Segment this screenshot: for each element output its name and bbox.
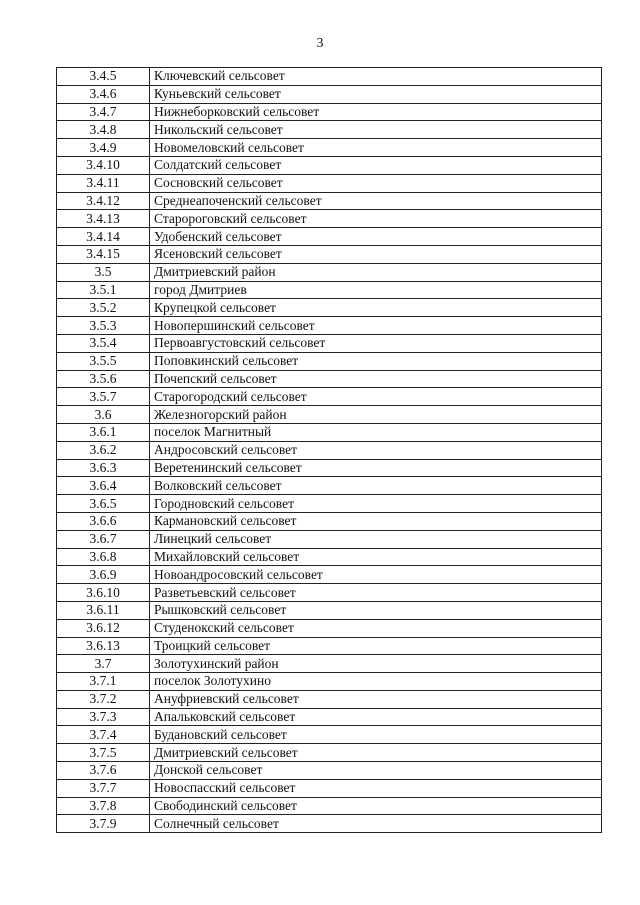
- table-row: [57, 228, 602, 246]
- row-code: 3.6.2: [57, 441, 150, 459]
- row-name: Рышковский сельсовет: [150, 601, 602, 619]
- table-row: [57, 762, 602, 780]
- table-row: [57, 601, 602, 619]
- table-row: [57, 174, 602, 192]
- row-name: Свободинский сельсовет: [150, 797, 602, 815]
- table-row: [57, 584, 602, 602]
- table-row: [57, 637, 602, 655]
- row-code: 3.6.12: [57, 619, 150, 637]
- row-name: Дмитриевский район: [150, 263, 602, 281]
- row-code: 3.6.7: [57, 530, 150, 548]
- table-row: [57, 655, 602, 673]
- table-row: [57, 85, 602, 103]
- row-code: 3.7.5: [57, 744, 150, 762]
- row-name: Андросовский сельсовет: [150, 441, 602, 459]
- row-name: Куньевский сельсовет: [150, 85, 602, 103]
- row-code: 3.4.13: [57, 210, 150, 228]
- row-code: 3.7.1: [57, 673, 150, 691]
- table-row: [57, 334, 602, 352]
- table-row: [57, 459, 602, 477]
- row-code: 3.6.4: [57, 477, 150, 495]
- table-row: [57, 406, 602, 424]
- table-row: [57, 210, 602, 228]
- row-name: Будановский сельсовет: [150, 726, 602, 744]
- row-name: город Дмитриев: [150, 281, 602, 299]
- row-name: Веретенинский сельсовет: [150, 459, 602, 477]
- table-row: [57, 299, 602, 317]
- row-name: Старогородский сельсовет: [150, 388, 602, 406]
- row-code: 3.6.11: [57, 601, 150, 619]
- row-name: Городновский сельсовет: [150, 495, 602, 513]
- row-name: Волковский сельсовет: [150, 477, 602, 495]
- row-code: 3.7.6: [57, 762, 150, 780]
- row-code: 3.4.6: [57, 85, 150, 103]
- row-code: 3.4.9: [57, 139, 150, 157]
- row-name: Апальковский сельсовет: [150, 708, 602, 726]
- row-code: 3.6.10: [57, 584, 150, 602]
- table-row: [57, 690, 602, 708]
- row-name: Новопершинский сельсовет: [150, 317, 602, 335]
- row-code: 3.5: [57, 263, 150, 281]
- table-row: [57, 370, 602, 388]
- row-code: 3.6.1: [57, 423, 150, 441]
- row-name: Железногорский район: [150, 406, 602, 424]
- row-name: Новомеловский сельсовет: [150, 139, 602, 157]
- row-code: 3.7.4: [57, 726, 150, 744]
- row-name: Почепский сельсовет: [150, 370, 602, 388]
- row-code: 3.5.7: [57, 388, 150, 406]
- row-name: Сосновский сельсовет: [150, 174, 602, 192]
- row-name: Ануфриевский сельсовет: [150, 690, 602, 708]
- row-name: Ясеновский сельсовет: [150, 245, 602, 263]
- row-name: Среднеапоченский сельсовет: [150, 192, 602, 210]
- row-name: Поповкинский сельсовет: [150, 352, 602, 370]
- page-number: 3: [316, 36, 324, 51]
- row-code: 3.7: [57, 655, 150, 673]
- table-row: [57, 263, 602, 281]
- row-code: 3.7.8: [57, 797, 150, 815]
- row-code: 3.5.6: [57, 370, 150, 388]
- table-row: [57, 103, 602, 121]
- row-code: 3.4.15: [57, 245, 150, 263]
- table-row: [57, 156, 602, 174]
- row-code: 3.4.11: [57, 174, 150, 192]
- table-row: [57, 566, 602, 584]
- table-row: [57, 779, 602, 797]
- row-name: Старороговский сельсовет: [150, 210, 602, 228]
- row-name: Разветьевский сельсовет: [150, 584, 602, 602]
- table-row: [57, 548, 602, 566]
- row-name: Ключевский сельсовет: [150, 68, 602, 86]
- row-name: Дмитриевский сельсовет: [150, 744, 602, 762]
- row-code: 3.5.1: [57, 281, 150, 299]
- table-row: [57, 619, 602, 637]
- table-row: [57, 139, 602, 157]
- row-name: Золотухинский район: [150, 655, 602, 673]
- table-row: [57, 673, 602, 691]
- row-code: 3.6.13: [57, 637, 150, 655]
- row-name: Кармановский сельсовет: [150, 512, 602, 530]
- row-code: 3.6.3: [57, 459, 150, 477]
- row-code: 3.4.12: [57, 192, 150, 210]
- table-row: [57, 192, 602, 210]
- row-code: 3.4.5: [57, 68, 150, 86]
- table-row: [57, 388, 602, 406]
- row-name: Донской сельсовет: [150, 762, 602, 780]
- table-row: [57, 68, 602, 86]
- row-name: Никольский сельсовет: [150, 121, 602, 139]
- table-row: [57, 121, 602, 139]
- row-name: Студенокский сельсовет: [150, 619, 602, 637]
- row-code: 3.4.10: [57, 156, 150, 174]
- table-row: [57, 245, 602, 263]
- row-code: 3.6.6: [57, 512, 150, 530]
- table-body: [57, 68, 602, 833]
- table-row: [57, 815, 602, 833]
- municipalities-table: [56, 67, 602, 833]
- table-row: [57, 281, 602, 299]
- row-code: 3.4.14: [57, 228, 150, 246]
- row-code: 3.5.2: [57, 299, 150, 317]
- table-row: [57, 495, 602, 513]
- table-row: [57, 441, 602, 459]
- table-row: [57, 477, 602, 495]
- table-row: [57, 708, 602, 726]
- row-name: Крупецкой сельсовет: [150, 299, 602, 317]
- row-code: 3.5.5: [57, 352, 150, 370]
- row-name: Линецкий сельсовет: [150, 530, 602, 548]
- table-row: [57, 352, 602, 370]
- row-code: 3.7.7: [57, 779, 150, 797]
- row-code: 3.7.2: [57, 690, 150, 708]
- row-code: 3.7.3: [57, 708, 150, 726]
- row-code: 3.5.3: [57, 317, 150, 335]
- table-row: [57, 726, 602, 744]
- row-code: 3.6.5: [57, 495, 150, 513]
- row-name: Михайловский сельсовет: [150, 548, 602, 566]
- row-code: 3.4.7: [57, 103, 150, 121]
- row-name: поселок Магнитный: [150, 423, 602, 441]
- row-name: Удобенский сельсовет: [150, 228, 602, 246]
- table-row: [57, 512, 602, 530]
- row-name: Первоавгустовский сельсовет: [150, 334, 602, 352]
- row-name: Новоандросовский сельсовет: [150, 566, 602, 584]
- row-name: Новоспасский сельсовет: [150, 779, 602, 797]
- row-name: Троицкий сельсовет: [150, 637, 602, 655]
- row-code: 3.5.4: [57, 334, 150, 352]
- row-code: 3.6: [57, 406, 150, 424]
- table-row: [57, 797, 602, 815]
- table-row: [57, 744, 602, 762]
- table-row: [57, 317, 602, 335]
- row-code: 3.4.8: [57, 121, 150, 139]
- row-code: 3.6.9: [57, 566, 150, 584]
- row-code: 3.7.9: [57, 815, 150, 833]
- table-row: [57, 530, 602, 548]
- row-code: 3.6.8: [57, 548, 150, 566]
- row-name: Солдатский сельсовет: [150, 156, 602, 174]
- row-name: поселок Золотухино: [150, 673, 602, 691]
- row-name: Нижнеборковский сельсовет: [150, 103, 602, 121]
- table-row: [57, 423, 602, 441]
- row-name: Солнечный сельсовет: [150, 815, 602, 833]
